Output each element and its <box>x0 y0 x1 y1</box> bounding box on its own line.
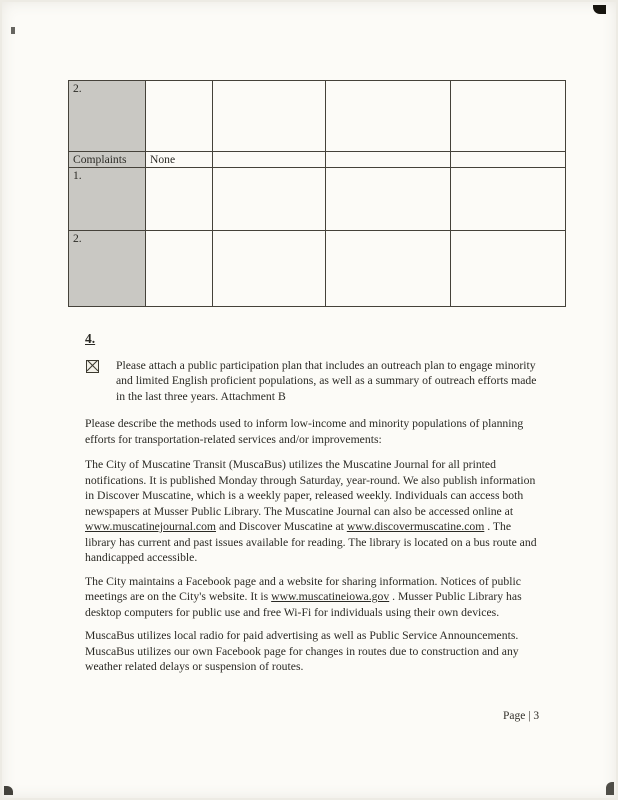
table-cell: None <box>146 152 213 168</box>
checked-checkbox-icon <box>86 360 99 373</box>
table-row <box>69 81 566 152</box>
link-discovermuscatine: www.discovermuscatine.com <box>346 520 485 533</box>
text-segment: and Discover Muscatine at <box>216 520 347 533</box>
row-label-cell: 2. <box>69 81 146 152</box>
table-cell <box>451 152 566 168</box>
table-cell <box>326 168 451 231</box>
radio-paragraph: MuscaBus utilizes local radio for paid advertising as well as Public Service Announcements. MuscaBus utilizes our own Facebook page for changes in routes due to construction and any weather related delays or suspension of routes. <box>85 629 519 673</box>
table-cell <box>326 231 451 307</box>
row-label-cell: 2. <box>69 231 146 307</box>
table-cell <box>326 152 451 168</box>
link-muscatinejournal: www.muscatinejournal.com <box>85 520 217 533</box>
table-cell <box>326 81 451 152</box>
table-row <box>69 231 566 307</box>
scan-artifact <box>593 5 606 14</box>
attachment-b-item <box>86 358 543 405</box>
scan-artifact <box>4 786 13 795</box>
table-row-complaints <box>69 152 566 168</box>
table-row <box>69 168 566 231</box>
table-cell <box>451 168 566 231</box>
section-4-heading: 4. <box>85 331 96 346</box>
newspapers-paragraph <box>85 457 544 566</box>
text-segment: The City of Muscatine Transit (MuscaBus) utilizes the Muscatine Journal for all printed notifications. It is published Monday through Saturday, year-round. We also publish information in Discover Muscatine, which is a weekly paper, released weekly. Individuals can access both newspapers at Musser Public Library. The Muscatine Journal can also be accessed online at <box>85 458 536 518</box>
table-cell <box>213 168 326 231</box>
table-cell <box>146 81 213 152</box>
table-cell <box>213 152 326 168</box>
scan-artifact <box>11 27 15 34</box>
website-paragraph <box>85 574 544 621</box>
text-segment: . Musser Public Library has desktop computers for public use and free Wi-Fi for individuals using their own devices. <box>85 590 522 619</box>
table-cell <box>146 168 213 231</box>
scan-artifact <box>606 782 614 795</box>
document-body <box>85 331 544 683</box>
attachment-b-text: Please attach a public participation plan that includes an outreach plan to engage minority and limited English proficient populations, as well as a summary of outreach efforts made in the last three years. Attachment B <box>116 358 537 403</box>
complaints-table <box>68 80 566 307</box>
page-number: Page | 3 <box>503 710 540 722</box>
text-segment: . The library has current and past issues available for reading. The library is located on a bus route and handicapped accessible. <box>85 520 537 564</box>
table-cell <box>146 231 213 307</box>
row-label-cell: Complaints <box>69 152 146 168</box>
table-cell <box>451 81 566 152</box>
table-cell <box>451 231 566 307</box>
intro-paragraph: Please describe the methods used to inform low-income and minority populations of planning efforts for transportation-related services and/or improvements: <box>85 417 524 446</box>
table-cell <box>213 81 326 152</box>
row-label-cell: 1. <box>69 168 146 231</box>
table-cell <box>213 231 326 307</box>
link-muscatineiowa: www.muscatineiowa.gov <box>271 590 390 603</box>
text-segment: The City maintains a Facebook page and a website for sharing information. Notices of public meetings are on the City's website. It is <box>85 574 521 603</box>
